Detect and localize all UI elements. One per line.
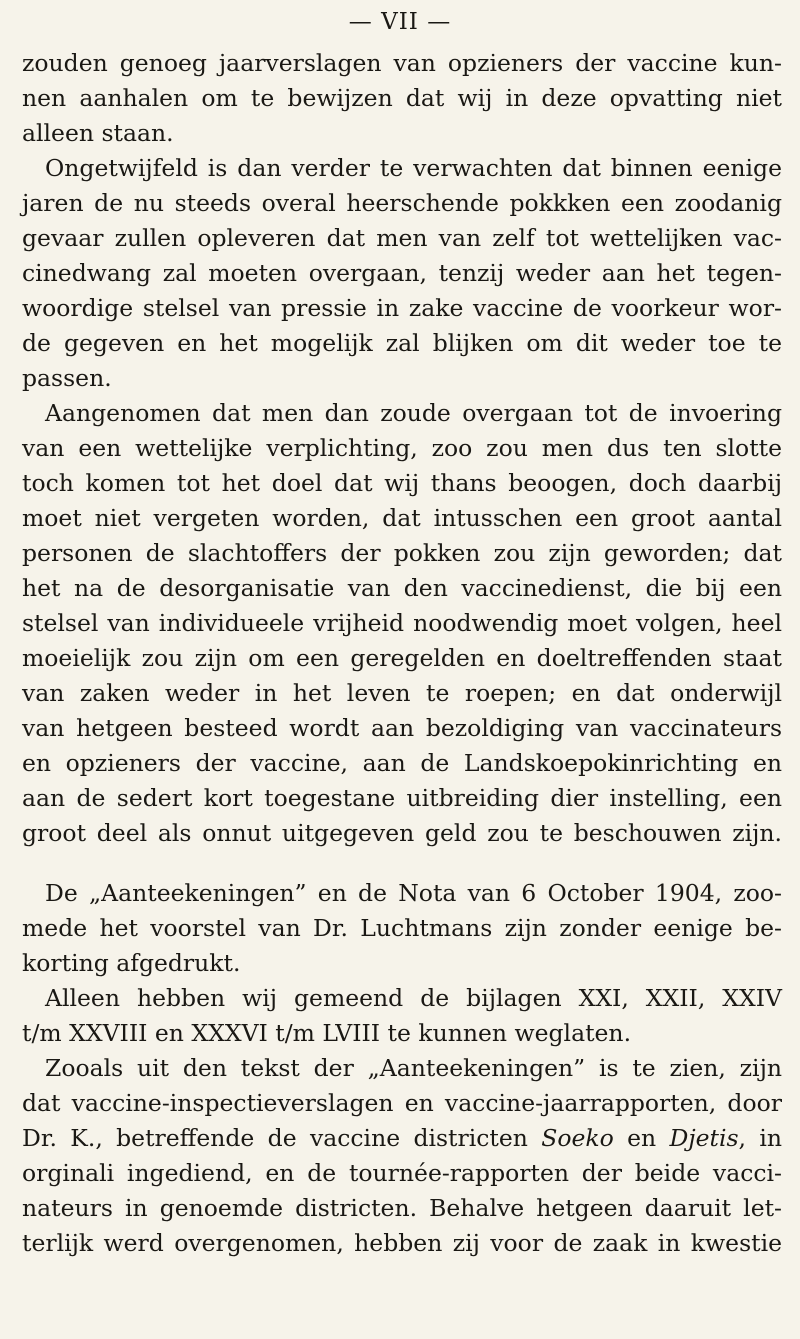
text-line: zouden genoeg jaarverslagen van opzieners der vaccine kun- — [22, 49, 782, 77]
text-line: De „Aanteekeningen” en de Nota van 6 October 1904, zoo- — [45, 879, 782, 907]
text-line: Zooals uit den tekst der „Aanteekeningen” is te zien, zijn — [45, 1054, 782, 1082]
text-line: Aangenomen dat men dan zoude overgaan tot de invoering — [45, 399, 782, 427]
text-line: gevaar zullen opleveren dat men van zelf tot wettelijken vac- — [22, 224, 782, 252]
page-number: — VII — — [348, 9, 452, 35]
text-line: moeielijk zou zijn om een geregelden en doeltreffenden staat — [22, 644, 782, 672]
text-line: nateurs in genoemde districten. Behalve hetgeen daaruit let- — [22, 1194, 782, 1222]
text-line: de gegeven en het mogelijk zal blijken om dit weder toe te — [22, 329, 782, 357]
text-line: van een wettelijke verplichting, zoo zou men dus ten slotte — [22, 434, 782, 462]
text-line: terlijk werd overgenomen, hebben zij voor de zaak in kwestie — [22, 1229, 782, 1257]
text-line: korting afgedrukt. — [22, 949, 241, 977]
text-line: aan de sedert kort toegestane uitbreiding dier instelling, een — [22, 784, 782, 812]
text-line: van hetgeen besteed wordt aan bezoldiging van vaccinateurs — [22, 714, 782, 742]
text-line: Ongetwijfeld is dan verder te verwachten dat binnen eenige — [45, 154, 782, 182]
text-line: en opzieners der vaccine, aan de Landskoepokinrichting en — [22, 749, 782, 777]
text-line: cinedwang zal moeten overgaan, tenzij weder aan het tegen- — [22, 259, 782, 287]
text-line: mede het voorstel van Dr. Luchtmans zijn zonder eenige be- — [22, 914, 782, 942]
text-line: passen. — [22, 364, 112, 392]
text-line: toch komen tot het doel dat wij thans beoogen, doch daarbij — [22, 469, 782, 497]
text-line: groot deel als onnut uitgegeven geld zou te beschouwen zijn. — [22, 819, 782, 847]
text-line: Dr. K., betreffende de vaccine districten Soeko en Djetis, in — [22, 1124, 782, 1152]
text-line: Alleen hebben wij gemeend de bijlagen XXI, XXII, XXIV — [45, 984, 782, 1012]
text-line: orginali ingediend, en de tournée-rapporten der beide vacci- — [22, 1159, 782, 1187]
text-line: alleen staan. — [22, 119, 174, 147]
text-line: personen de slachtoffers der pokken zou zijn geworden; dat — [22, 539, 782, 567]
text-line: stelsel van individueele vrijheid noodwendig moet volgen, heel — [22, 609, 782, 637]
text-line: van zaken weder in het leven te roepen; en dat onderwijl — [22, 679, 782, 707]
text-line: jaren de nu steeds overal heerschende pokkken een zoodanig — [22, 189, 782, 217]
text-line: t/m XXVIII en XXXVI t/m LVIII te kunnen weglaten. — [22, 1019, 632, 1047]
place-name: Djetis — [669, 1124, 739, 1152]
text-line: moet niet vergeten worden, dat intusschen een groot aantal — [22, 504, 782, 532]
text-line: nen aanhalen om te bewijzen dat wij in deze opvatting niet — [22, 84, 782, 112]
text-line: woordige stelsel van pressie in zake vaccine de voorkeur wor- — [22, 294, 782, 322]
text-line: het na de desorganisatie van den vaccinedienst, die bij een — [22, 574, 782, 602]
text-line: dat vaccine-inspectieverslagen en vaccine-jaarrapporten, door — [22, 1089, 782, 1117]
place-name: Soeko — [541, 1124, 614, 1152]
